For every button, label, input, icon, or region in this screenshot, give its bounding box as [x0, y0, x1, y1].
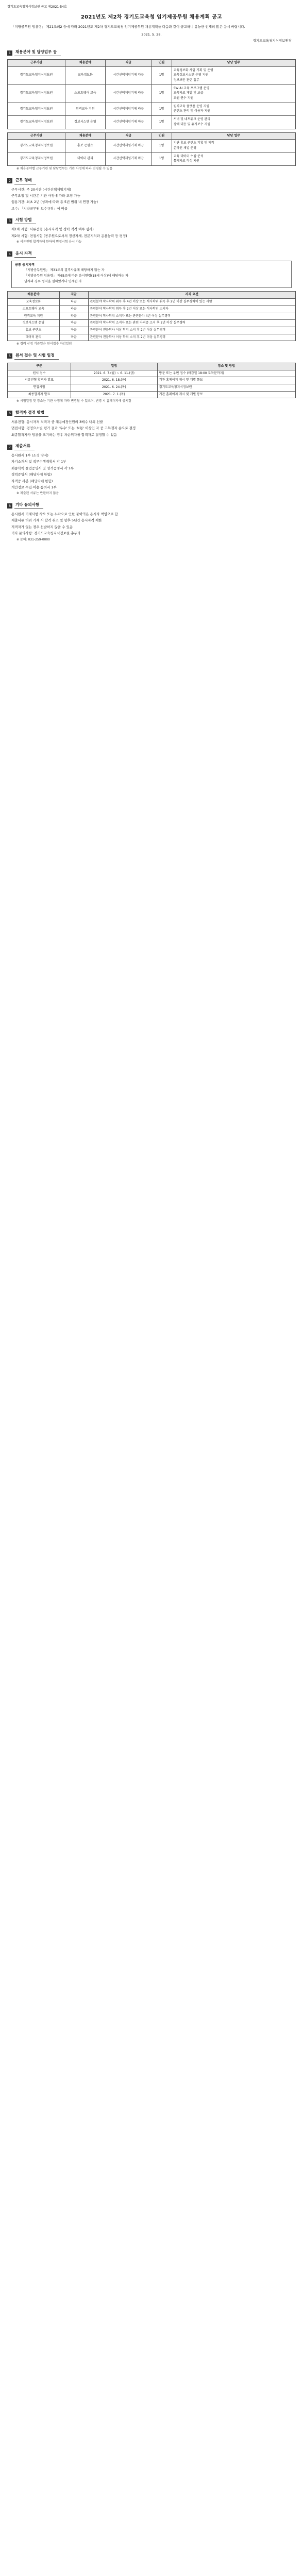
section-title: 시험 방법	[14, 217, 36, 224]
field-cell: 데이터 관리	[8, 334, 60, 341]
duties-cell	[172, 84, 295, 103]
column-header: 채용분야	[8, 292, 60, 299]
duties-cell	[172, 116, 295, 129]
duty-item: 콘텐츠 관리 및 이용자 지원	[173, 109, 210, 113]
field-cell: 홍보 콘텐츠	[65, 140, 105, 152]
duty-item: 서버 및 네트워크 운영 관리	[173, 117, 210, 122]
section-number: 7	[7, 445, 12, 450]
duty-item: 원격교육 플랫폼 운영 지원	[173, 104, 210, 108]
section-8-heading	[7, 502, 296, 509]
section-number: 1	[7, 50, 12, 56]
grade-cell: 시간선택제임기제 다급	[106, 66, 152, 84]
column-header: 직급	[106, 132, 152, 140]
table-row	[8, 103, 296, 115]
requirement-cell: 관련분야 전문학사 이상 학위 소지 후 2년 이상 실무경력	[88, 327, 296, 334]
duty-item: 교육자료 개발 및 보급	[173, 91, 204, 95]
column-header: 직급	[106, 59, 152, 66]
exam-list	[7, 227, 296, 239]
count-cell: 1명	[152, 84, 172, 103]
org-cell: 경기도교육청지식정보원	[8, 103, 65, 115]
table-row	[8, 391, 296, 398]
method-cell: 기관 홈페이지 게시 및 개별 통보	[157, 377, 295, 384]
grade-cell: 마급	[59, 327, 88, 334]
date-cell: 2021. 6. 18.(금)	[71, 377, 157, 384]
section-title: 원서 접수 및 시험 일정	[14, 353, 59, 360]
step-cell: 면접시험	[8, 384, 71, 391]
duty-item: 교육정보시스템 운영 지원	[173, 73, 209, 77]
column-header: 일정	[71, 363, 157, 370]
requirement-cell: 관련분야 학사학위 소지자 또는 관련 자격증 소지 후 2년 이상 실무경력	[88, 320, 296, 327]
work-item: 근무요일 및 시간은 기관 사정에 따라 조정 가능	[11, 193, 80, 198]
method-cell: 방문 또는 우편 접수 (마감일 18:00 도착분까지)	[157, 370, 295, 377]
notice-page	[7, 0, 296, 553]
work-item: 근무시간: 주 20시간 (시간선택제임기제)	[11, 187, 71, 192]
grade-cell: 시간선택제임기제 라급	[106, 84, 152, 103]
document-item: 응시원서 1부 (소정 양식)	[11, 453, 48, 457]
count-cell: 1명	[152, 116, 172, 129]
schedule-table	[7, 363, 296, 398]
work-list	[7, 188, 296, 212]
column-header: 직급	[59, 292, 88, 299]
duty-item: 정보보안 관련 업무	[173, 78, 199, 82]
duty-item: 교육정보화 사업 기획 및 운영	[173, 68, 213, 72]
column-header: 담당 업무	[172, 132, 295, 140]
org-cell: 경기도교육청지식정보원	[8, 152, 65, 165]
column-header: 인원	[152, 59, 172, 66]
date-cell: 2021. 7. 1.(목)	[71, 391, 157, 398]
step-cell: 원서 접수	[8, 370, 71, 377]
exam-note: ※ 서류전형 합격자에 한하여 면접시험 응시 가능	[16, 240, 82, 244]
grade-cell: 시간선택제임기제 마급	[106, 152, 152, 165]
box-title: 공통 응시자격	[15, 263, 35, 267]
column-header: 근무기관	[8, 59, 65, 66]
field-cell: 정보시스템 운영	[8, 320, 60, 327]
duties-cell	[172, 103, 295, 115]
document-item: 경력증명서 (해당자에 한함)	[11, 472, 52, 477]
recruit-table-1	[7, 59, 296, 129]
duties-cell	[172, 140, 295, 152]
duties-cell	[172, 152, 295, 165]
date-cell: 2021. 6. 7.(월) ~ 6. 11.(금)	[71, 370, 157, 377]
exam-item: 제2차 시험: 면접시험 (공무원으로서의 정신자세, 전문지식과 응용능력 등 평정)	[11, 233, 127, 238]
document-item: 최종학력 졸업증명서 및 성적증명서 각 1부	[11, 466, 74, 470]
column-header: 채용분야	[65, 59, 105, 66]
duty-item: 장애 대응 및 유지보수 지원	[173, 122, 210, 126]
section-6-heading	[7, 410, 296, 417]
column-header: 근무기관	[8, 132, 65, 140]
column-header: 담당 업무	[172, 59, 295, 66]
duty-item: SW·AI 교육 프로그램 운영	[173, 86, 210, 90]
section-title: 기타 유의사항	[14, 502, 43, 509]
section-title: 제출서류	[14, 444, 35, 450]
document-item: 개인정보 수집·이용 동의서 1부	[11, 485, 57, 490]
misc-item: 응시원서 기재사항 착오 또는 누락으로 인한 불이익은 응시자 책임으로 함	[11, 512, 118, 517]
column-header: 채용분야	[65, 132, 105, 140]
table-row	[8, 377, 296, 384]
column-header: 인원	[152, 132, 172, 140]
grade-cell: 마급	[59, 320, 88, 327]
document-list	[7, 453, 296, 490]
decision-item: 최종합격자가 임용을 포기하는 경우 차순위자를 합격자로 결정할 수 있음	[11, 432, 117, 437]
section-title: 근무 형태	[14, 178, 36, 184]
section-number: 8	[7, 503, 12, 509]
table-row	[8, 84, 296, 103]
org-cell: 경기도교육청지식정보원	[8, 84, 65, 103]
table-row	[8, 327, 296, 334]
requirement-cell: 관련분야 전문학사 이상 학위 소지 후 2년 이상 실무경력	[88, 334, 296, 341]
field-cell: 교육정보화	[8, 299, 60, 306]
common-eligibility-box	[11, 261, 292, 289]
document-note: ※ 제출된 서류는 반환하지 않음	[16, 492, 59, 496]
common-eligibility-item: 「지방공무원 임용령」 제65조에 따른 응시연령(18세 이상)에 해당하는 자	[24, 274, 129, 278]
table-note: ※ 채용분야별 근무기관 및 담당업무는 기관 사정에 따라 변경될 수 있음	[16, 166, 113, 171]
contact-note: ※ 문의: 031-259-0000	[16, 537, 50, 541]
work-item: 보수: 「지방공무원 보수규정」에 따름	[11, 206, 68, 211]
count-cell: 1명	[152, 140, 172, 152]
section-title: 합격자 결정 방법	[14, 410, 48, 417]
requirement-cell: 관련분야 학사학위 취득 후 4년 이상 또는 석사학위 취득 후 2년 이상 실무경력이 있는 사람	[88, 299, 296, 306]
table-row	[8, 140, 296, 152]
section-title: 응시 자격	[14, 251, 36, 258]
field-cell: 홍보 콘텐츠	[8, 327, 60, 334]
decision-item: 면접시험: 평정요소별 평가 결과 '우수' 또는 '보통' 이상인 자 중 고득점자 순으로 결정	[11, 426, 136, 431]
table-row	[8, 306, 296, 313]
eligibility-table	[7, 291, 296, 341]
grade-cell: 다급	[59, 299, 88, 306]
duties-cell	[172, 66, 295, 84]
misc-item: 적격자가 없는 경우 선발하지 않을 수 있음	[11, 524, 73, 529]
step-cell: 서류전형 합격자 발표	[8, 377, 71, 384]
duty-item: 기관 홍보 콘텐츠 기획 및 제작	[173, 141, 214, 145]
field-cell: 원격교육 지원	[65, 103, 105, 115]
section-3-heading	[7, 217, 296, 224]
misc-item: 제출서류 허위 기재 시 합격 취소 및 향후 5년간 응시자격 제한	[11, 518, 102, 523]
count-cell: 1명	[152, 152, 172, 165]
duty-item: 교원 연수 지원	[173, 96, 194, 100]
recruit-table-2	[7, 132, 296, 166]
document-item: 자기소개서 및 직무수행계획서 각 1부	[11, 460, 66, 464]
section-number: 3	[7, 218, 12, 224]
misc-list	[7, 512, 296, 536]
section-2-heading	[7, 178, 296, 184]
grade-cell: 시간선택제임기제 마급	[106, 140, 152, 152]
table-row	[8, 152, 296, 165]
decision-item: 서류전형: 응시자격 적격자 중 채용예정인원의 3배수 내외 선발	[11, 419, 103, 424]
count-cell: 1명	[152, 103, 172, 115]
misc-item: 기타 문의사항: 경기도교육청지식정보원 총무과	[11, 531, 80, 536]
date-cell: 2021. 6. 24.(목)	[71, 384, 157, 391]
method-cell: 기관 홈페이지 게시 및 개별 통보	[157, 391, 295, 398]
document-item: 자격증 사본 (해당자에 한함)	[11, 479, 53, 483]
grade-cell: 시간선택제임기제 라급	[106, 103, 152, 115]
table-row	[8, 370, 296, 377]
section-title: 채용분야 및 담당업무 등	[14, 49, 61, 56]
table-row	[8, 334, 296, 341]
org-cell: 경기도교육청지식정보원	[8, 116, 65, 129]
method-cell: 경기도교육청지식정보원	[157, 384, 295, 391]
table-row	[8, 66, 296, 84]
table-row	[8, 384, 296, 391]
page-title: 2021년도 제2차 경기도교육청 임기제공무원 채용계획 공고	[80, 14, 223, 20]
intro-text: 「지방공무원 임용령」 제21조의2 등에 따라 2021년도 제2차 경기도교육청 임기제공무원 채용계획을 다음과 같이 공고하니 유능한 인재의 많은 응시 바랍니다.	[11, 25, 245, 29]
column-header: 자격 요건	[88, 292, 296, 299]
decision-list	[7, 420, 296, 437]
section-number: 5	[7, 353, 12, 359]
section-4-heading	[7, 251, 296, 258]
section-number: 2	[7, 178, 12, 183]
section-1-heading	[7, 49, 296, 56]
count-cell: 1명	[152, 66, 172, 84]
schedule-note: ※ 시험일정 및 장소는 기관 사정에 따라 변경될 수 있으며, 변경 시 홈페이지에 공지함	[16, 399, 131, 403]
duty-item: 통계자료 작성 지원	[173, 159, 199, 163]
field-cell: 데이터 관리	[65, 152, 105, 165]
field-cell: 소프트웨어 교육	[8, 306, 60, 313]
common-eligibility-item: 「지방공무원법」 제31조의 결격사유에 해당하지 않는 자	[24, 268, 105, 273]
table-row	[8, 116, 296, 129]
requirement-cell: 관련분야 학사학위 소지자 또는 관련분야 4년 이상 실무경력	[88, 313, 296, 320]
work-item: 임용기간: 최초 2년 (성과에 따라 총 5년 범위 내 연장 가능)	[11, 200, 98, 205]
issuer-name: 경기도교육청지식정보원장	[252, 38, 292, 43]
grade-cell: 마급	[59, 334, 88, 341]
section-5-heading	[7, 353, 296, 360]
table-row	[8, 299, 296, 306]
field-cell: 교육정보화	[65, 66, 105, 84]
org-cell: 경기도교육청지식정보원	[8, 66, 65, 84]
notice-number: 경기도교육청지식정보원 공고 제2021-54호	[7, 5, 67, 9]
org-cell: 경기도교육청지식정보원	[8, 140, 65, 152]
field-cell: 원격교육 지원	[8, 313, 60, 320]
common-eligibility-item: 남자의 경우 병역을 필하였거나 면제된 자	[24, 280, 82, 284]
column-header: 구분	[8, 363, 71, 370]
section-number: 4	[7, 251, 12, 257]
eligibility-note: ※ 경력 산정 기준일은 원서접수 마감일임	[16, 342, 72, 346]
notice-date: 2021. 5. 28.	[141, 32, 162, 37]
duty-item: 교육 데이터 수집·분석	[173, 154, 204, 158]
duty-item: 온라인 채널 운영	[173, 146, 196, 150]
table-row	[8, 320, 296, 327]
field-cell: 소프트웨어 교육	[65, 84, 105, 103]
section-7-heading	[7, 444, 296, 450]
grade-cell: 라급	[59, 313, 88, 320]
requirement-cell: 관련분야 학사학위 취득 후 2년 이상 또는 석사학위 소지자	[88, 306, 296, 313]
step-cell: 최종합격자 발표	[8, 391, 71, 398]
exam-item: 제1차 시험: 서류전형 (응시자격 및 경력 적격 여부 심사)	[11, 227, 94, 232]
grade-cell: 시간선택제임기제 마급	[106, 116, 152, 129]
field-cell: 정보시스템 운영	[65, 116, 105, 129]
grade-cell: 라급	[59, 306, 88, 313]
common-eligibility-list	[15, 268, 288, 284]
section-number: 6	[7, 411, 12, 416]
column-header: 장소 및 방법	[157, 363, 295, 370]
table-row	[8, 313, 296, 320]
